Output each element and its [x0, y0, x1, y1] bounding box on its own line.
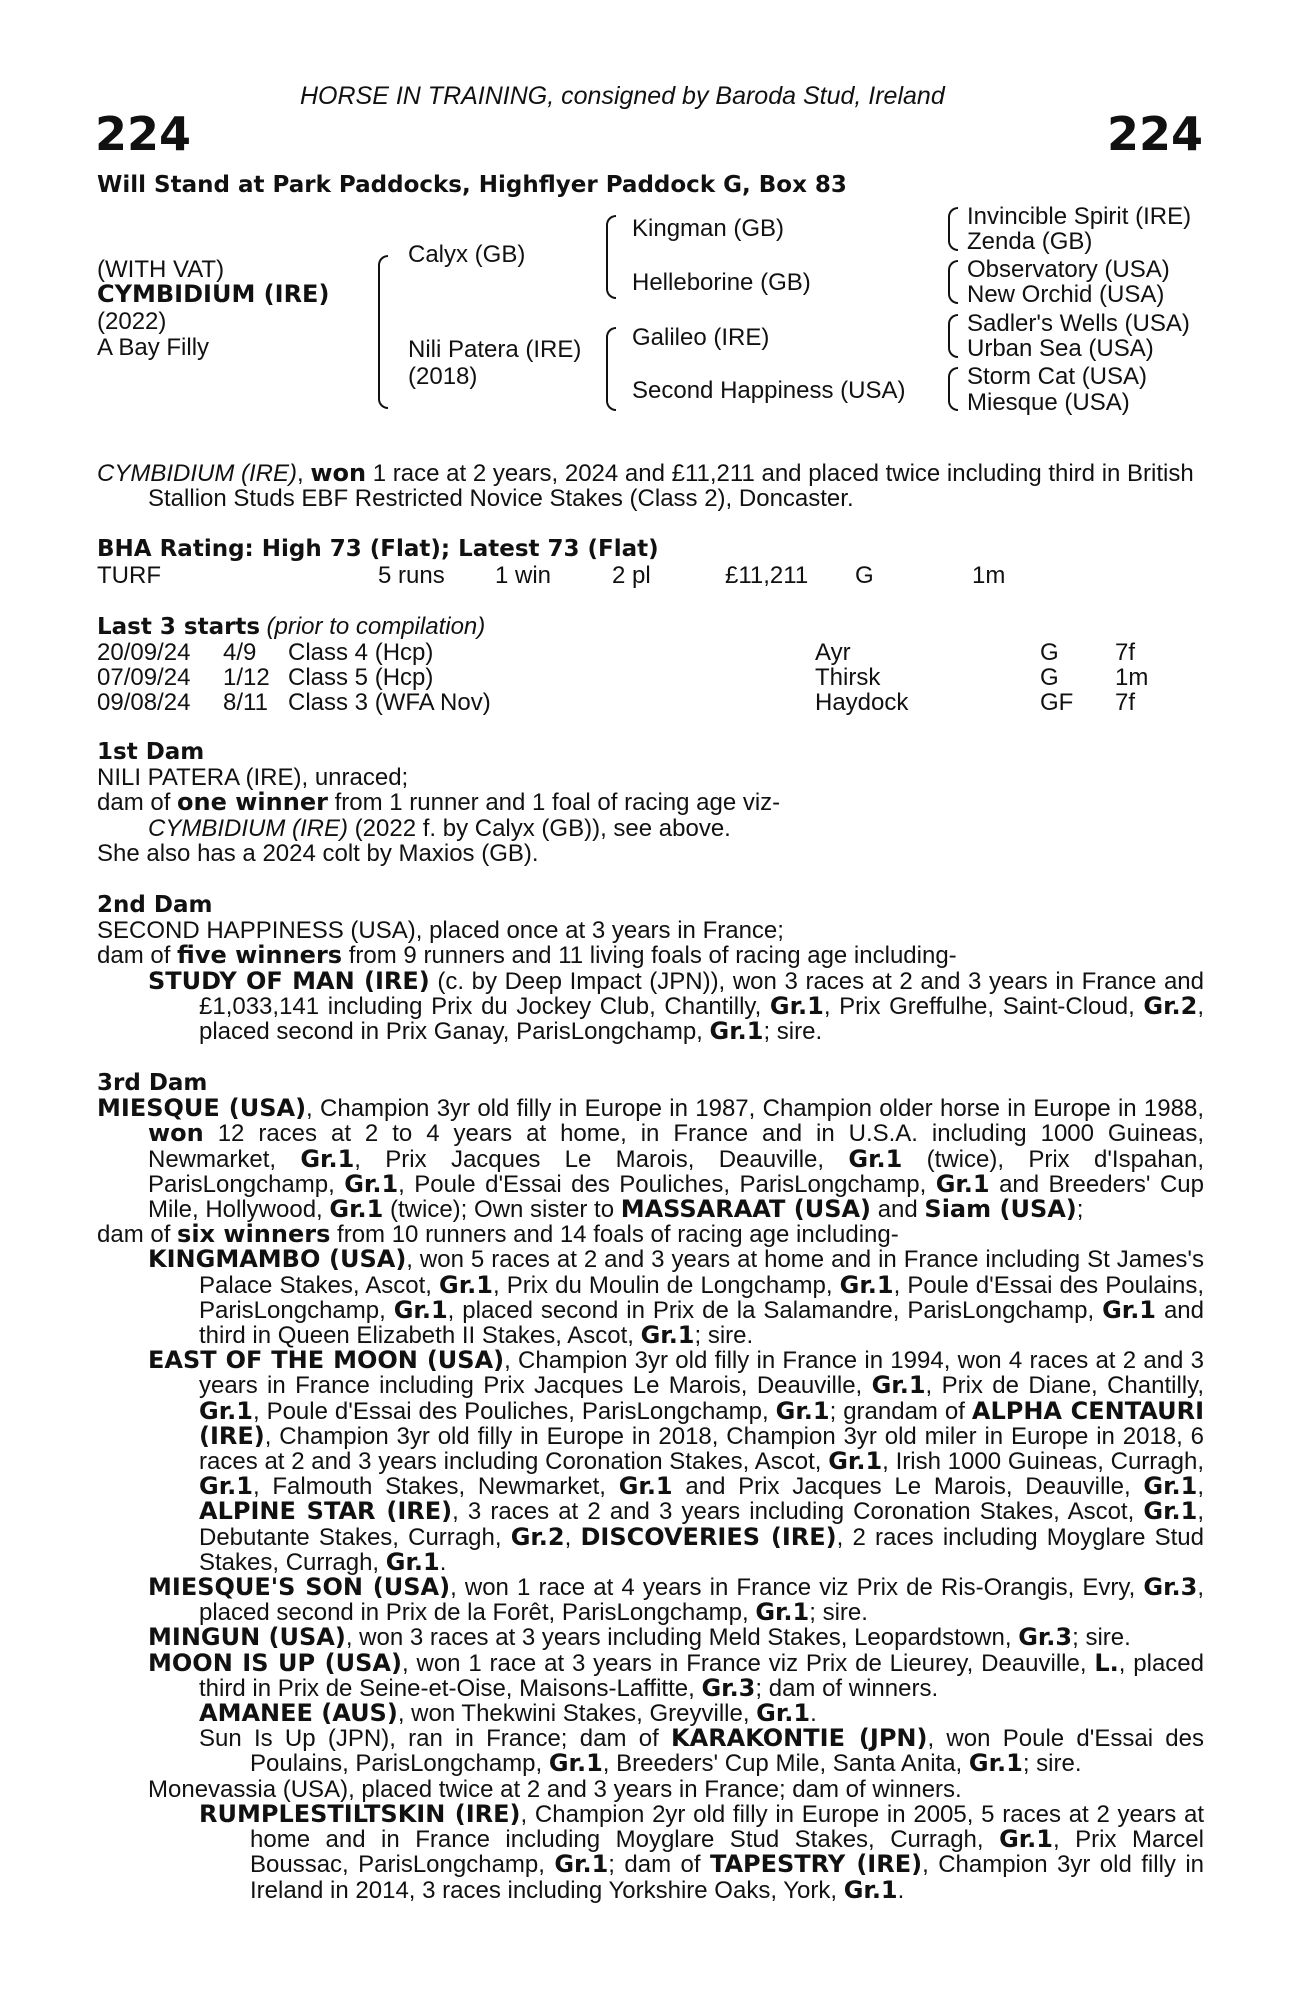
text-segment: , Prix Marcel Boussac, ParisLongchamp, [250, 1826, 1204, 1879]
mingun-entry [97, 1625, 1204, 1650]
rating-wins: 1 win [495, 562, 552, 589]
kingmambo-entry [97, 1247, 1204, 1348]
last-starts-subtitle: (prior to compilation) [266, 613, 486, 640]
pedigree-brace-g4 [948, 367, 958, 411]
rating-placed: 2 pl [612, 562, 651, 589]
second-dam-line1: SECOND HAPPINESS (USA), placed once at 3 years in France; [97, 917, 784, 945]
text-segment: Monevassia (USA), placed twice at 2 and 3 years in France; dam of winners. [148, 1775, 962, 1803]
text-segment: Gr.1 [554, 1850, 609, 1879]
text-segment: and third in Queen Elizabeth II Stakes, Ascot, [199, 1296, 1204, 1350]
pedigree-grand-7: Storm Cat (USA) [967, 363, 1148, 390]
text-segment: Gr.2 [510, 1522, 565, 1551]
pedigree-sire: Calyx (GB) [408, 241, 526, 268]
text-segment: , placed second in Prix de la Forêt, ParisLongchamp, [199, 1574, 1204, 1627]
text-segment: STUDY OF MAN (IRE) [148, 966, 430, 995]
start-2-class: Class 5 (Hcp) [288, 664, 434, 691]
text-segment: Gr.1 [755, 1598, 810, 1627]
text-segment: (twice), Prix d'Ispahan, ParisLongchamp, [148, 1145, 1204, 1198]
text-segment: L. [1094, 1648, 1119, 1677]
text-segment: Gr.1 [828, 1447, 883, 1476]
pedigree-grand-6: Urban Sea (USA) [967, 335, 1154, 362]
text-segment: Gr.1 [935, 1169, 990, 1198]
pedigree-grand-1: Invincible Spirit (IRE) [967, 203, 1192, 230]
bha-rating-title: BHA Rating: High 73 (Flat); Latest 73 (Flat) [97, 536, 659, 562]
pedigree-sire-sire: Kingman (GB) [632, 215, 785, 242]
pedigree-grand-5: Sadler's Wells (USA) [967, 310, 1190, 337]
pedigree-dam-dam: Second Happiness (USA) [632, 377, 906, 404]
text-segment: , Poule d'Essai des Pouliches, ParisLongchamp, [398, 1170, 936, 1198]
text-segment: , Prix du Moulin de Longchamp, [492, 1271, 840, 1299]
start-2-date: 07/09/24 [97, 664, 191, 691]
miesques-son-entry [97, 1575, 1204, 1625]
text-segment: , won 1 race at 4 years in France viz Prix de Ris-Orangis, Evry, [450, 1574, 1144, 1602]
lot-number-left: 224 [95, 107, 192, 161]
summary-won: won [310, 459, 367, 487]
first-dam-section [97, 740, 1204, 866]
rating-runs: 5 runs [378, 562, 445, 589]
text-segment: AMANEE (AUS) [199, 1699, 398, 1728]
horse-description: A Bay Filly [97, 334, 210, 361]
text-segment: ; sire. [1022, 1750, 1082, 1778]
text-segment: Gr.1 [1143, 1472, 1198, 1501]
start-2-course: Thirsk [815, 664, 881, 691]
start-3-pos: 8/11 [223, 689, 268, 716]
pedigree-grand-8: Miesque (USA) [967, 389, 1130, 416]
text-segment: Gr.2 [1143, 991, 1198, 1020]
text-segment: Gr.1 [871, 1371, 926, 1400]
third-dam-section [97, 1071, 1204, 1903]
text-segment: , won Thekwini Stakes, Greyville, [397, 1700, 757, 1728]
pedigree-brace-g1 [948, 207, 958, 251]
pedigree-grand-3: Observatory (USA) [967, 256, 1170, 283]
first-dam-line4: She also has a 2024 colt by Maxios (GB). [97, 839, 539, 867]
text-segment: Gr.1 [848, 1144, 903, 1173]
text-segment: , placed second in Prix de la Salamandre, ParisLongchamp, [447, 1296, 1103, 1324]
amanee-entry [97, 1701, 1204, 1726]
text-segment: , won Poule d'Essai des Poulains, ParisLongchamp, [250, 1725, 1205, 1778]
start-1-pos: 4/9 [223, 639, 257, 666]
text-segment: , Champion 2yr old filly in Europe in 2005, 5 races at 2 years at home and in France including Moyglare Stud Stakes, Curragh, [250, 1800, 1205, 1854]
text-segment: Gr.1 [1102, 1295, 1157, 1324]
start-3-course: Haydock [815, 689, 909, 716]
rating-surface: TURF [97, 562, 161, 589]
start-1-class: Class 4 (Hcp) [288, 639, 434, 666]
text-segment: , Falmouth Stakes, Newmarket, [252, 1473, 619, 1501]
text-segment: Sun Is Up (JPN), ran in France; dam of [199, 1725, 672, 1753]
text-segment: Gr.1 [618, 1472, 673, 1501]
text-segment: , Poule d'Essai des Poulains, ParisLongchamp, [199, 1271, 1204, 1324]
pedigree-dam-sire: Galileo (IRE) [632, 324, 770, 351]
first-dam-line2: dam of one winner from 1 runner and 1 foal of racing age viz- [97, 788, 781, 817]
pedigree-brace-sire [606, 215, 616, 299]
text-segment: ; dam of [608, 1851, 710, 1879]
text-segment: , won 3 races at 3 years including Meld Stakes, Leopardstown, [345, 1624, 1019, 1652]
pedigree-brace-g3 [948, 314, 958, 358]
text-segment: and Prix Jacques Le Marois, Deauville, [672, 1473, 1144, 1501]
horse-year: (2022) [97, 308, 167, 335]
text-segment: Gr.1 [344, 1169, 399, 1198]
summary-text: 1 race at 2 years, 2024 and £11,211 and placed twice including third in British Stallion Studs EBF Restricted Novice Stakes (Class 2), Doncaster. [148, 460, 1194, 513]
east-of-the-moon-entry [97, 1348, 1204, 1575]
miesque-entry [97, 1096, 1204, 1222]
text-segment: . [897, 1876, 905, 1904]
text-segment: Gr.3 [1143, 1573, 1198, 1602]
text-segment: Siam (USA) [924, 1195, 1077, 1224]
text-segment: MIESQUE'S SON (USA) [148, 1573, 451, 1602]
text-segment: . [439, 1548, 447, 1576]
text-segment: Gr.1 [385, 1547, 440, 1576]
text-segment: Gr.1 [640, 1321, 695, 1350]
text-segment: (twice); Own sister to [383, 1196, 621, 1224]
third-dam-title: 3rd Dam [97, 1070, 208, 1096]
rating-money: £11,211 [725, 562, 809, 589]
second-dam-section [97, 893, 1204, 1044]
text-segment: , won 5 races at 2 and 3 years at home and in France including St James's Palace Stakes, Ascot, [199, 1246, 1204, 1299]
text-segment: Gr.1 [548, 1749, 603, 1778]
summary-horse-name: CYMBIDIUM (IRE) [97, 460, 297, 487]
text-segment: , Prix Jacques Le Marois, Deauville, [354, 1145, 849, 1173]
text-segment: ALPINE STAR (IRE) [199, 1497, 453, 1526]
text-segment: ; sire. [809, 1599, 868, 1627]
text-segment: RUMPLESTILTSKIN (IRE) [199, 1799, 521, 1828]
text-segment: Gr.1 [709, 1017, 764, 1046]
text-segment: , Breeders' Cup Mile, Santa Anita, [602, 1750, 969, 1778]
text-segment: ALPHA CENTAURI (IRE) [199, 1396, 1205, 1450]
text-segment: ; grandam of [829, 1397, 972, 1425]
text-segment: , 2 races including Moyglare Stud Stakes, Curragh, [199, 1523, 1205, 1576]
start-2-going: G [1040, 664, 1059, 691]
first-dam-title: 1st Dam [97, 739, 205, 765]
start-1-date: 20/09/24 [97, 639, 191, 666]
pedigree-dam-year: (2018) [408, 363, 478, 390]
rumplestiltskin-entry [97, 1799, 1205, 1904]
second-dam-line2: dam of five winners from 9 runners and 11 living foals of racing age including- [97, 941, 957, 970]
pedigree-dam: Nili Patera (IRE) [408, 336, 582, 363]
last-starts-heading [97, 613, 485, 641]
text-segment: , Debutante Stakes, Curragh, [199, 1498, 1205, 1551]
text-segment: 12 races at 2 to 4 years at home, in France and in U.S.A. including 1000 Guineas, Newmarket, [148, 1120, 1204, 1173]
text-segment: ; sire. [763, 1018, 823, 1046]
start-3-date: 09/08/24 [97, 689, 191, 716]
text-segment: ; sire. [1072, 1624, 1131, 1652]
pedigree-brace-dam [606, 327, 616, 411]
pedigree-grand-4: New Orchid (USA) [967, 281, 1165, 308]
second-dam-title: 2nd Dam [97, 892, 213, 918]
text-segment: ; sire. [694, 1322, 754, 1350]
text-segment: , Champion 3yr old filly in Ireland in 2014, 3 races including Yorkshire Oaks, York, [250, 1851, 1205, 1904]
start-1-dist: 7f [1115, 639, 1136, 666]
first-dam-line1: NILI PATERA (IRE), unraced; [97, 764, 409, 792]
text-segment: Gr.1 [769, 991, 824, 1020]
text-segment: Gr.1 [1143, 1497, 1198, 1526]
stand-location: Will Stand at Park Paddocks, Highflyer Paddock G, Box 83 [97, 172, 847, 198]
text-segment: MOON IS UP (USA) [148, 1648, 402, 1677]
study-of-man-entry [97, 966, 1204, 1046]
text-segment: Gr.1 [775, 1396, 830, 1425]
text-segment: Gr.1 [756, 1699, 811, 1728]
text-segment: , Irish 1000 Guineas, Curragh, [882, 1448, 1204, 1476]
miesque-dam-of [97, 1222, 1204, 1247]
pedigree-sire-dam: Helleborine (GB) [632, 269, 811, 296]
text-segment: , placed third in Prix de Seine-et-Oise, Maisons-Laffitte, [199, 1649, 1205, 1702]
text-segment: Gr.3 [701, 1673, 756, 1702]
text-segment: and Breeders' Cup Mile, Hollywood, [148, 1170, 1204, 1224]
text-segment: Gr.1 [999, 1825, 1053, 1854]
text-segment: MASSARAAT (USA) [620, 1195, 872, 1224]
text-segment: Gr.1 [839, 1270, 894, 1299]
monevassia-entry [97, 1777, 1204, 1802]
text-segment: TAPESTRY (IRE) [709, 1850, 923, 1879]
text-segment: Gr.1 [968, 1749, 1023, 1778]
consignor-line: HORSE IN TRAINING, consigned by Baroda Stud, Ireland [300, 82, 945, 110]
text-segment: , placed second in Prix Ganay, ParisLongchamp, [199, 992, 1204, 1046]
start-3-dist: 7f [1115, 689, 1136, 716]
pedigree-brace-g2 [948, 260, 958, 304]
text-segment: Gr.1 [199, 1472, 253, 1501]
text-segment: , 3 races at 2 and 3 years including Coronation Stakes, Ascot, [452, 1498, 1144, 1526]
text-segment: , Champion 3yr old filly in France in 1994, won 4 races at 2 and 3 years in France including Prix Jacques Le Marois, Deauville, [199, 1347, 1204, 1400]
text-segment: won [148, 1119, 204, 1148]
text-segment: , won 1 race at 3 years in France viz Prix de Lieurey, Deauville, [401, 1649, 1095, 1677]
text-segment: EAST OF THE MOON (USA) [148, 1346, 505, 1375]
text-segment: ; dam of winners. [755, 1674, 939, 1702]
start-2-dist: 1m [1115, 664, 1149, 691]
text-segment: KARAKONTIE (JPN) [671, 1724, 928, 1753]
sun-is-up-entry [97, 1726, 1204, 1776]
text-segment: , Champion 3yr old filly in Europe in 1987, Champion older horse in Europe in 1988, [306, 1095, 1204, 1123]
text-segment: . [810, 1700, 817, 1728]
text-segment: MIESQUE (USA) [97, 1094, 307, 1123]
pedigree-grand-2: Zenda (GB) [967, 228, 1093, 255]
text-segment: MINGUN (USA) [148, 1623, 346, 1652]
horse-name: CYMBIDIUM (IRE) [97, 280, 330, 308]
text-segment: , [1197, 1473, 1204, 1501]
race-summary [97, 461, 1204, 511]
text-segment: six winners [177, 1220, 331, 1249]
text-segment: and [871, 1196, 925, 1224]
text-segment: , [564, 1523, 581, 1551]
text-segment: dam of [97, 1221, 178, 1249]
start-1-going: G [1040, 639, 1059, 666]
text-segment: from 10 runners and 14 foals of racing age including- [330, 1221, 899, 1249]
vat-label: (WITH VAT) [97, 256, 225, 283]
text-segment: DISCOVERIES (IRE) [580, 1522, 837, 1551]
pedigree-brace-main [378, 255, 388, 409]
summary-comma: , [297, 460, 304, 487]
start-2-pos: 1/12 [223, 664, 270, 691]
text-segment: Gr.1 [393, 1295, 448, 1324]
text-segment: , Poule d'Essai des Pouliches, ParisLongchamp, [252, 1397, 776, 1425]
rating-distance: 1m [972, 562, 1006, 589]
text-segment: , Prix de Diane, Chantilly, [925, 1372, 1204, 1400]
start-3-going: GF [1040, 689, 1074, 716]
text-segment: KINGMAMBO (USA) [148, 1245, 407, 1274]
text-segment: Gr.1 [329, 1195, 384, 1224]
text-segment: Gr.1 [300, 1144, 355, 1173]
text-segment: (c. by Deep Impact (JPN)), won 3 races at 2 and 3 years in France and £1,033,141 including Prix du Jockey Club, Chantilly, [199, 967, 1204, 1020]
text-segment: , Champion 3yr old filly in Europe in 2018, Champion 3yr old miler in Europe in 2018, 6 races at 2 and 3 years including Coronation Stakes, Ascot, [199, 1422, 1204, 1476]
rating-going: G [855, 562, 874, 589]
start-1-course: Ayr [815, 639, 851, 666]
lot-number-right: 224 [1106, 107, 1203, 161]
text-segment: Gr.1 [843, 1875, 898, 1904]
start-3-class: Class 3 (WFA Nov) [288, 689, 491, 716]
text-segment: ; [1076, 1196, 1084, 1224]
text-segment: Gr.3 [1018, 1623, 1073, 1652]
moon-is-up-entry [97, 1648, 1205, 1702]
text-segment: Gr.1 [439, 1270, 493, 1299]
last-starts-title: Last 3 starts [97, 614, 261, 640]
first-dam-line3: CYMBIDIUM (IRE) (2022 f. by Calyx (GB)), see above. [148, 814, 731, 842]
text-segment: , Prix Greffulhe, Saint-Cloud, [823, 992, 1144, 1020]
text-segment: Gr.1 [199, 1396, 253, 1425]
